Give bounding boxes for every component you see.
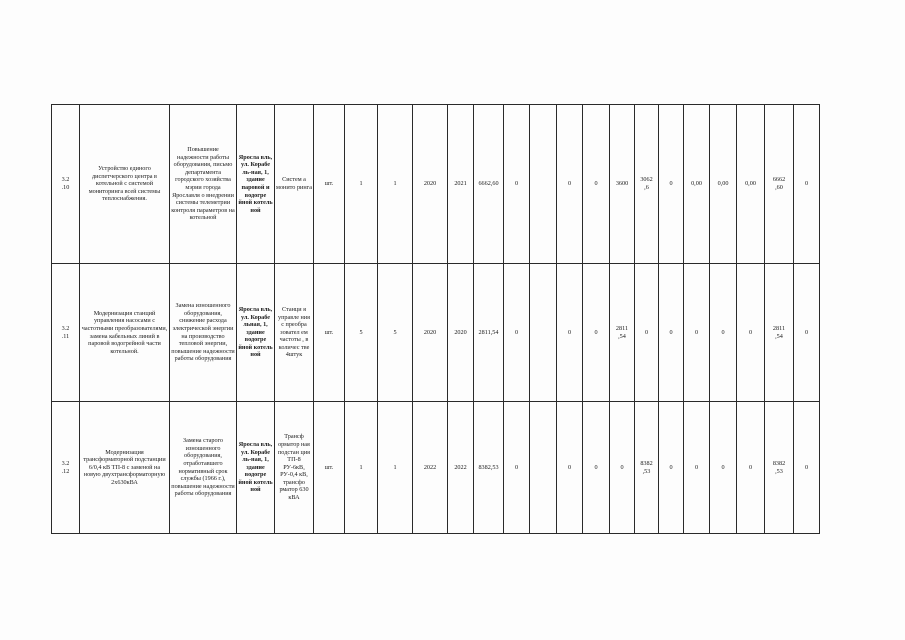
characteristics-cell: Систем а монито ринга: [275, 105, 314, 264]
quantity-cell: 1: [378, 105, 413, 264]
value-cell: 0: [659, 402, 684, 534]
value-cell: 0: [710, 264, 737, 402]
value-cell: 0: [583, 264, 610, 402]
value-cell: 0: [794, 264, 820, 402]
value-cell: 0,00: [737, 105, 765, 264]
table-row: [52, 105, 820, 264]
quantity-cell: 1: [345, 105, 378, 264]
investment-program-table: [51, 104, 820, 534]
value-cell: 8382 ,53: [635, 402, 659, 534]
row-number-cell: 3.2 .10: [52, 105, 80, 264]
year-end-cell: 2020: [448, 264, 474, 402]
year-start-cell: 2020: [413, 264, 448, 402]
location-cell: Яросла вль, ул. Корабе льная, 1, здание водогре йной котель ной: [237, 264, 275, 402]
justification-cell: Замена старого изношенного оборудования, отработавшего нормативный срок службы (1966 г.), повышение надежности работы оборудования: [170, 402, 237, 534]
value-cell: [530, 264, 557, 402]
value-cell: 0: [710, 402, 737, 534]
year-start-cell: 2020: [413, 105, 448, 264]
value-cell: 2811 ,54: [765, 264, 794, 402]
location-cell: Яросла вль, ул. Корабе ль-ная, 1, здание водогре йной котель ной: [237, 402, 275, 534]
row-number-cell: 3.2 .12: [52, 402, 80, 534]
quantity-cell: 5: [378, 264, 413, 402]
value-cell: 3600: [610, 105, 635, 264]
value-cell: 0: [504, 264, 530, 402]
unit-cell: шт.: [314, 264, 345, 402]
characteristics-cell: Станци я управле ния с преобра зовател ем частоты , в количес тве 4штук: [275, 264, 314, 402]
value-cell: 0: [504, 105, 530, 264]
value-cell: 0: [504, 402, 530, 534]
location-cell: Яросла вль, ул. Корабе ль-ная, 1, здание паровой и водогре йной котель ной: [237, 105, 275, 264]
value-cell: 0: [583, 105, 610, 264]
table-row: [52, 264, 820, 402]
quantity-cell: 1: [378, 402, 413, 534]
total-cost-cell: 2811,54: [474, 264, 504, 402]
value-cell: 0: [737, 264, 765, 402]
value-cell: 0: [684, 402, 710, 534]
value-cell: 0: [583, 402, 610, 534]
quantity-cell: 5: [345, 264, 378, 402]
table-row: [52, 402, 820, 534]
value-cell: 0: [794, 105, 820, 264]
value-cell: 0: [610, 402, 635, 534]
value-cell: 0: [737, 402, 765, 534]
value-cell: [530, 105, 557, 264]
value-cell: [530, 402, 557, 534]
quantity-cell: 1: [345, 402, 378, 534]
value-cell: 0,00: [710, 105, 737, 264]
value-cell: 0: [794, 402, 820, 534]
value-cell: 6662 ,60: [765, 105, 794, 264]
row-number-cell: 3.2 .11: [52, 264, 80, 402]
project-name-cell: Модернизация станций управления насосами с частотными преобразователями, замена кабельных линий в паровой водогрейной части котельной.: [80, 264, 170, 402]
value-cell: 0: [557, 402, 583, 534]
justification-cell: Замена изношенного оборудования, снижение расхода электрической энергии на производство тепловой энергии, повышение надежности работы оборудования: [170, 264, 237, 402]
total-cost-cell: 6662,60: [474, 105, 504, 264]
project-name-cell: Модернизация трансформаторной подстанции 6/0,4 кВ ТП-8 с заменой на новую двухтрансформаторную 2х630кВА: [80, 402, 170, 534]
characteristics-cell: Трансф орматор ная подстан ция ТП-8 РУ-6кВ, РУ-0,4 кВ, трансфо рматор 630 кВА: [275, 402, 314, 534]
value-cell: 0,00: [684, 105, 710, 264]
value-cell: 8382 ,53: [765, 402, 794, 534]
year-end-cell: 2021: [448, 105, 474, 264]
value-cell: 0: [557, 264, 583, 402]
year-end-cell: 2022: [448, 402, 474, 534]
project-name-cell: Устройство единого диспетчерского центра в котельной с системой мониторинга всей системы теплоснабжения.: [80, 105, 170, 264]
value-cell: 0: [635, 264, 659, 402]
value-cell: 2811 ,54: [610, 264, 635, 402]
value-cell: 0: [557, 105, 583, 264]
value-cell: 0: [684, 264, 710, 402]
value-cell: 3062 ,6: [635, 105, 659, 264]
value-cell: 0: [659, 264, 684, 402]
value-cell: 0: [659, 105, 684, 264]
justification-cell: Повышение надежности работы оборудования, письмо департамента городского хозяйства мэрии города Ярославля о внедрении системы телеметрии контроля параметров на котельной: [170, 105, 237, 264]
year-start-cell: 2022: [413, 402, 448, 534]
unit-cell: шт.: [314, 105, 345, 264]
unit-cell: шт.: [314, 402, 345, 534]
total-cost-cell: 8382,53: [474, 402, 504, 534]
